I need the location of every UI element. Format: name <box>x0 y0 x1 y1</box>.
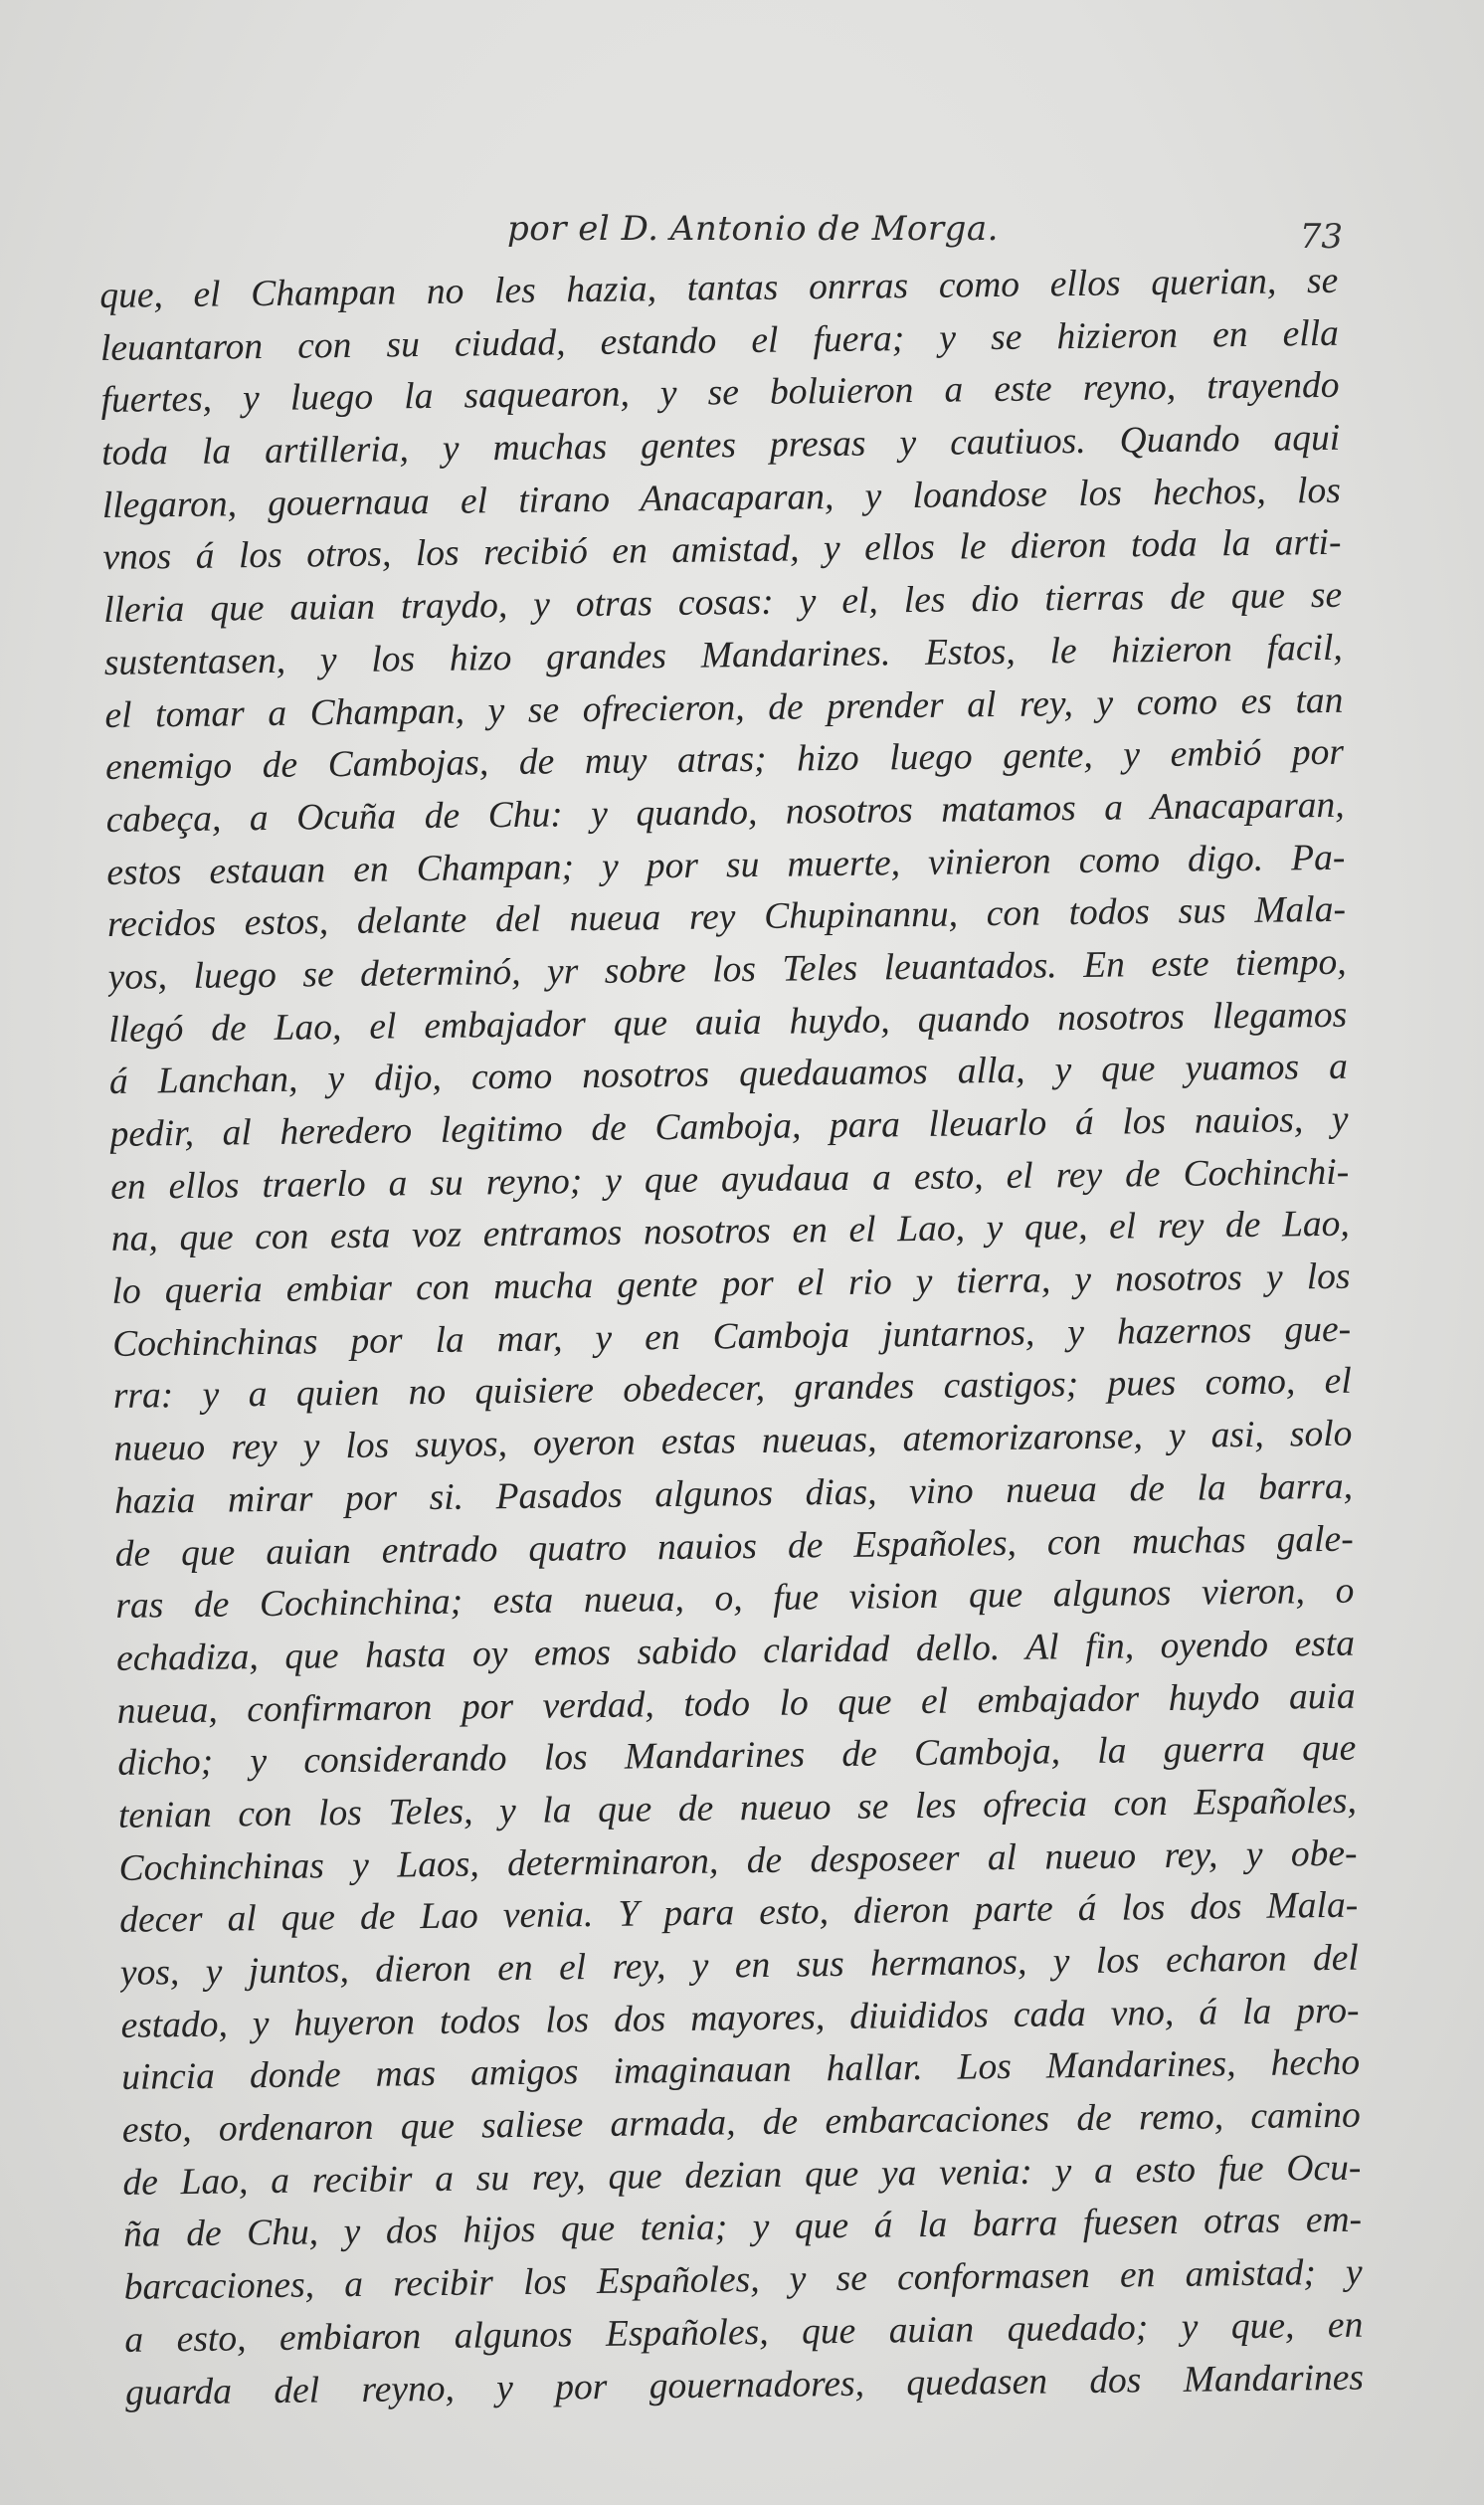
text-line: yos, luego se determinó, yr sobre los Teles leuantados. En este tiempo, <box>107 941 1347 998</box>
text-line: dicho; y considerando los Mandarines de Camboja, la guerra que <box>117 1727 1357 1785</box>
text-line: hazia mirar por si. Pasados algunos dias, vino nueua de la barra, <box>113 1465 1354 1522</box>
text-line: decer al que de Lao venia. Y para esto, dieron parte á los dos Mala- <box>119 1884 1359 1942</box>
body-text <box>99 256 1364 2419</box>
text-line: enemigo de Cambojas, de muy atras; hizo luego gente, y embió por <box>104 731 1345 789</box>
text-line: Cochinchinas y Laos, determinaron, de desposeer al nueuo rey, y obe- <box>118 1832 1358 1889</box>
text-line: nueuo rey y los suyos, oyeron estas nueuas, atemorizaronse, y asi, solo <box>113 1413 1353 1470</box>
text-line: nueua, confirmaron por verdad, todo lo que el embajador huydo auia <box>116 1675 1356 1732</box>
text-line: recidos estos, delante del nueua rey Chupinannu, con todos sus Mala- <box>106 888 1347 946</box>
text-line: pedir, al heredero legitimo de Camboja, para lleuarlo á los nauios, y <box>109 1098 1349 1155</box>
text-line: guarda del reyno, y por gouernadores, quedasen dos Mandarines <box>124 2357 1365 2413</box>
text-line: yos, y juntos, dieron en el rey, y en sus hermanos, y los echaron del <box>119 1937 1360 1994</box>
text-line: en ellos traerlo a su reyno; y que ayudaua a esto, el rey de Cochinchi- <box>110 1151 1350 1208</box>
text-line: esto, ordenaron que saliese armada, de embarcaciones de remo, camino <box>121 2094 1361 2151</box>
text-line: barcaciones, a recibir los Españoles, y se conformasen en amistad; y <box>123 2251 1363 2308</box>
text-line: de Lao, a recibir a su rey, que dezian que ya venia: y a esto fue Ocu- <box>122 2147 1362 2204</box>
text-line: tenian con los Teles, y la que de nueuo se les ofrecia con Españoles, <box>117 1780 1358 1836</box>
text-line: na, que con esta voz entramos nosotros en el Lao, y que, el rey de Lao, <box>110 1204 1351 1260</box>
text-line: llegaron, gouernaua el tirano Anacaparan, y loandose los hechos, los <box>101 470 1342 526</box>
text-line: fuertes, y luego la saquearon, y se boluieron a este reyno, trayendo <box>100 365 1340 422</box>
running-head: por el D. Antonio de Morga. <box>507 209 999 249</box>
text-line: ras de Cochinchina; esta nueua, o, fue vision que algunos vieron, o <box>115 1570 1355 1628</box>
text-line: que, el Champan no les hazia, tantas onrras como ellos querian, se <box>99 260 1339 316</box>
text-line: lo queria embiar con mucha gente por el rio y tierra, y nosotros y los <box>111 1255 1351 1312</box>
text-line: echadiza, que hasta oy emos sabido claridad dello. Al fin, oyendo esta <box>115 1623 1356 1679</box>
text-line: uincia donde mas amigos imaginauan hallar. Los Mandarines, hecho <box>120 2042 1361 2099</box>
text-line: lleria que auian traydo, y otras cosas: y el, les dio tierras de que se <box>102 574 1343 632</box>
text-line: toda la artilleria, y muchas gentes presas y cautiuos. Quando aqui <box>100 417 1341 475</box>
page-number: 73 <box>1299 217 1343 257</box>
page-header <box>109 209 1343 259</box>
text-line: ña de Chu, y dos hijos que tenia; y que á la barra fuesen otras em- <box>122 2200 1363 2256</box>
text-line: el tomar a Champan, y se ofrecieron, de prender al rey, y como es tan <box>104 679 1344 736</box>
text-line: llegó de Lao, el embajador que auia huydo, quando nosotros llegamos <box>108 994 1348 1051</box>
text-line: á Lanchan, y dijo, como nosotros quedauamos alla, y que yuamos a <box>108 1047 1349 1103</box>
text-line: Cochinchinas por la mar, y en Camboja juntarnos, y hazernos gue- <box>111 1308 1352 1365</box>
text-line: de que auian entrado quatro nauios de Españoles, con muchas gale- <box>114 1518 1354 1575</box>
text-line: vnos á los otros, los recibió en amistad, y ellos le dieron toda la arti- <box>102 522 1342 579</box>
text-line: cabeça, a Ocuña de Chu: y quando, nosotros matamos a Anacaparan, <box>105 784 1345 841</box>
text-line: sustentasen, y los hizo grandes Mandarines. Estos, le hizieron facil, <box>103 627 1343 683</box>
text-line: estado, y huyeron todos los dos mayores, diuididos cada vno, á la pro- <box>120 1990 1360 2046</box>
text-line: estos estauan en Champan; y por su muerte, vinieron como digo. Pa- <box>106 837 1346 893</box>
text-line: rra: y a quien no quisiere obedecer, grandes castigos; pues como, el <box>112 1361 1352 1418</box>
text-line: leuantaron con su ciudad, estando el fuera; y se hizieron en ella <box>99 312 1340 369</box>
text-line: a esto, embiaron algunos Españoles, que auian quedado; y que, en <box>124 2304 1364 2361</box>
